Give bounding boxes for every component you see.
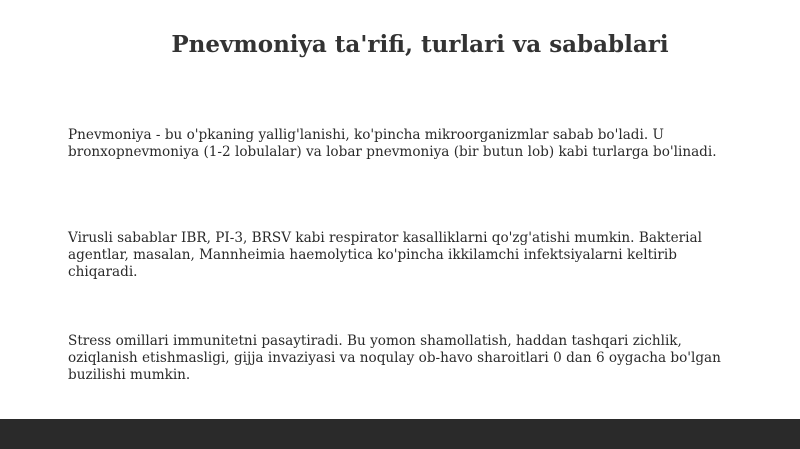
- paragraph-definition: Pnevmoniya - bu o'pkaning yallig'lanishi, ko'pincha mikroorganizmlar sabab bo'ladi. U bronxopnevmoniya (1-2 lobulalar) va lobar pnevmoniya (bir butun lob) kabi turlarga bo'linadi.: [68, 127, 717, 160]
- slide-title: Pnevmoniya ta'rifi, turlari va sabablari: [171, 31, 669, 58]
- footer-bar: [0, 419, 800, 449]
- paragraph-viral-causes: Virusli sabablar IBR, PI-3, BRSV kabi respirator kasalliklarni qo'zg'atishi mumkin. Bakterial agentlar, masalan, Mannheimia haemolytica ko'pincha ikkilamchi infektsiyalarni keltirib chiqaradi.: [68, 230, 702, 280]
- paragraph-stress-factors: Stress omillari immunitetni pasaytiradi. Bu yomon shamollatish, haddan tashqari zichlik, oziqlanish etishmasligi, gijja invaziyasi va noqulay ob-havo sharoitlari 0 dan 6 oygacha bo'lgan buzilishi mumkin.: [68, 333, 721, 383]
